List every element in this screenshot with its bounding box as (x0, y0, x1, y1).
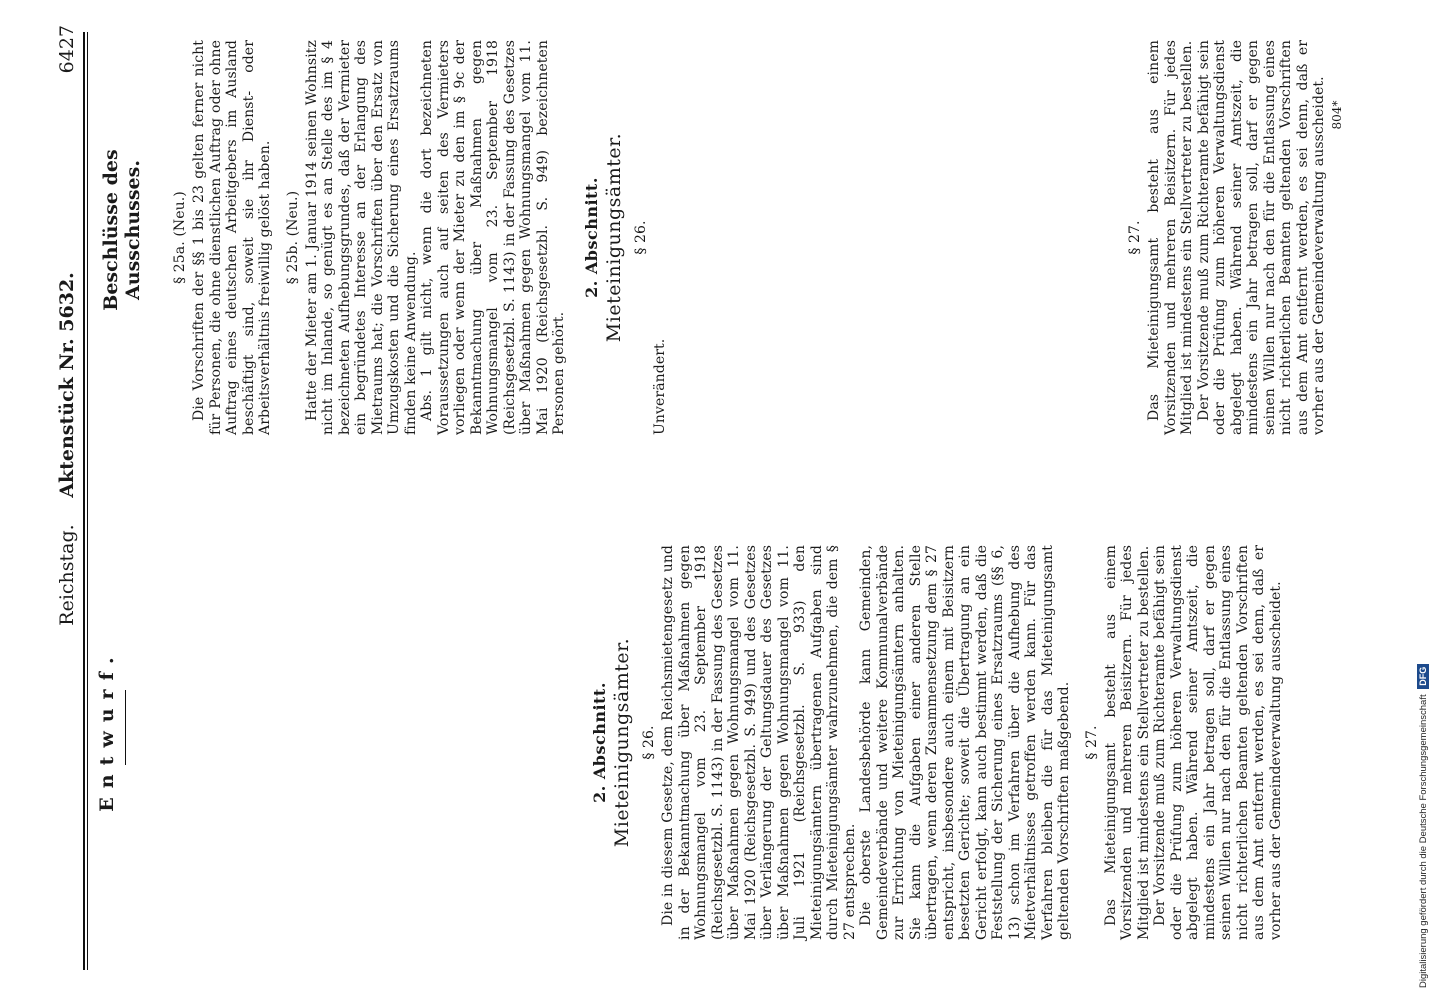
dfg-text: Digitalisierung gefördert durch die Deutsche Forschungsgemeinschaft (1418, 694, 1429, 988)
right-para25b-text-1: Hatte der Mieter am 1. Januar 1914 seinen Wohnsitz nicht im Inlande, so genügt es an Stelle des im § 4 bezeichneten Aufhebungsgrundes, daß der Vermieter ein begründetes Interesse an der Erlangung des Mietraums hat; die Vorschriften über den Ersatz von Umzugskosten und die Sicherung eines Ersatzraums finden keine Anwendung. (303, 40, 419, 435)
dfg-logo: DFG (1417, 664, 1429, 689)
right-para25a-text: Die Vorschriften der §§ 1 bis 23 gelten ferner nicht für Personen, die ohne dienstlichen Auftrag oder ohne Auftrag eines deutschen Arbeitgebers im Ausland beschäftigt sind, soweit sie ihr Dienst- oder Arbeitsverhältnis freiwillig gelöst haben. (191, 40, 273, 435)
left-para27-text-1: Das Mieteinigungsamt besteht aus einem Vorsitzenden und mehreren Beisitzern. Für jedes Mitglied ist mindestens ein Stellvertreter zu bestellen. (1102, 545, 1152, 940)
document-number: Aktenstück Nr. 5632. (56, 272, 78, 498)
right-para27-heading: § 27. (1127, 220, 1143, 255)
left-section-subtitle: Mieteinigungsämter. (611, 637, 633, 848)
right-column-upper (165, 40, 668, 435)
left-section-title: 2. Abschnitt. (590, 682, 609, 803)
header-rule (83, 32, 85, 970)
right-column-title: Beschlüsse des Ausschusses. (100, 149, 144, 311)
right-section-subtitle: Mieteinigungsämter. (602, 132, 625, 343)
dfg-margin-note (1417, 8, 1431, 988)
right-para26-heading: § 26. (632, 220, 649, 255)
signature-mark: 804* (1330, 100, 1344, 130)
right-section-title: 2. Abschnitt. (581, 177, 601, 298)
left-para26-text-2: Die oberste Landesbehörde kann Gemeinden, Gemeindeverbände und weitere Kommunalverbände zur Errichtung von Mieteinigungsämtern anhalten. Sie kann die Aufgaben einer anderen Stelle übertragen, wenn deren Zusammensetzung dem § 27 entspricht, insbesondere auch einem mit Beisitzern besetzten Gerichte; soweit die Übertragung an ein Gericht erfolgt, kann auch bestimmt werden, daß die Feststellung der Sicherung eines Ersatzraums (§§ 6, 13) schon im Verfahren über die Aufhebung des Mietverhältnisses getroffen werden kann. Für das Verfahren bleiben die für das Mieteinigungsamt geltenden Vorschriften maßgebend. (858, 545, 1072, 940)
left-para27-text-2: Der Vorsitzende muß zum Richteramte befähigt sein oder die Prüfung zum höheren Verwaltungsdienst abgelegt haben. Während seiner Amtszeit, die mindestens ein Jahr betragen soll, darf er gegen seinen Willen nur nach den für die Entlassung eines nicht richterlichen Beamten geltenden Vorschriften aus dem Amt entfernt werden, es sei denn, daß er vorher aus der Gemeindeverwaltung ausscheidet. (1152, 545, 1284, 940)
dfg-margin-text-rotated (1417, 8, 1431, 988)
left-column-title: Entwurf. (96, 648, 118, 812)
right-para27-text-1: Das Mieteinigungsamt besteht aus einem Vorsitzenden und mehreren Beisitzern. Für jedes Mitglied ist mindestens ein Stellvertreter zu bestellen. (1146, 40, 1195, 435)
right-para26-text: Unverändert. (651, 338, 668, 435)
right-para25a-heading: § 25a. (Neu.) (172, 191, 188, 284)
left-para26-heading: § 26. (641, 725, 657, 760)
right-para25b-heading: § 25b. (Neu.) (284, 190, 301, 285)
right-para25b-text-2: Abs. 1 gilt nicht, wenn die dort bezeichneten Voraussetzungen auch auf seiten des Vermieters vorliegen oder wenn der Mieter zu den im § 9c der Bekanntmachung über Maßnahmen gegen Wohnungsmangel vom 23. September 1918 (Reichsgesetzbl. S. 1143) in der Fassung des Gesetzes über Maßnahmen gegen Wohnungsmangel vom 11. Mai 1920 (Reichsgesetzbl. S. 949) bezeichneten Personen gehört. (419, 40, 567, 435)
page-number: 6427 (56, 25, 78, 74)
left-para27-heading: § 27. (1083, 725, 1100, 760)
left-title-underline (125, 690, 126, 765)
header-reichstag: Reichstag. (56, 524, 78, 626)
header-rule-thin (87, 32, 88, 970)
right-column-lower (1120, 40, 1328, 435)
right-para27-text-2: Der Vorsitzende muß zum Richteramte befähigt sein oder die Prüfung zum höheren Verwaltungsdienst abgelegt haben. Während seiner Amtszeit, die mindestens ein Jahr betragen soll, darf er gegen seinen Willen nur nach den für die Entlassung eines nicht richterlichen Beamten geltenden Vorschriften aus dem Amt entfernt werden, es sei denn, daß er vorher aus der Gemeindeverwaltung ausscheidet. (1195, 40, 1327, 435)
left-para26-text-1: Die in diesem Gesetze, dem Reichsmietengesetz und in der Bekanntmachung über Maßnahmen gegen Wohnungsmangel vom 23. September 1918 (Reichsgesetzbl. S. 1143) in der Fassung des Gesetzes über Maßnahmen gegen Wohnungsmangel vom 11. Mai 1920 (Reichsgesetzbl. S. 949) und des Gesetzes über Verlängerung der Geltungsdauer des Gesetzes über Maßnahmen gegen Wohnungsmangel vom 11. Juli 1921 (Reichsgesetzbl. S. 933) den Mieteinigungsämtern übertragenen Aufgaben sind durch Mieteinigungsämter wahrzunehmen, die dem § 27 entsprechen. (660, 545, 858, 940)
left-column (590, 545, 1284, 940)
